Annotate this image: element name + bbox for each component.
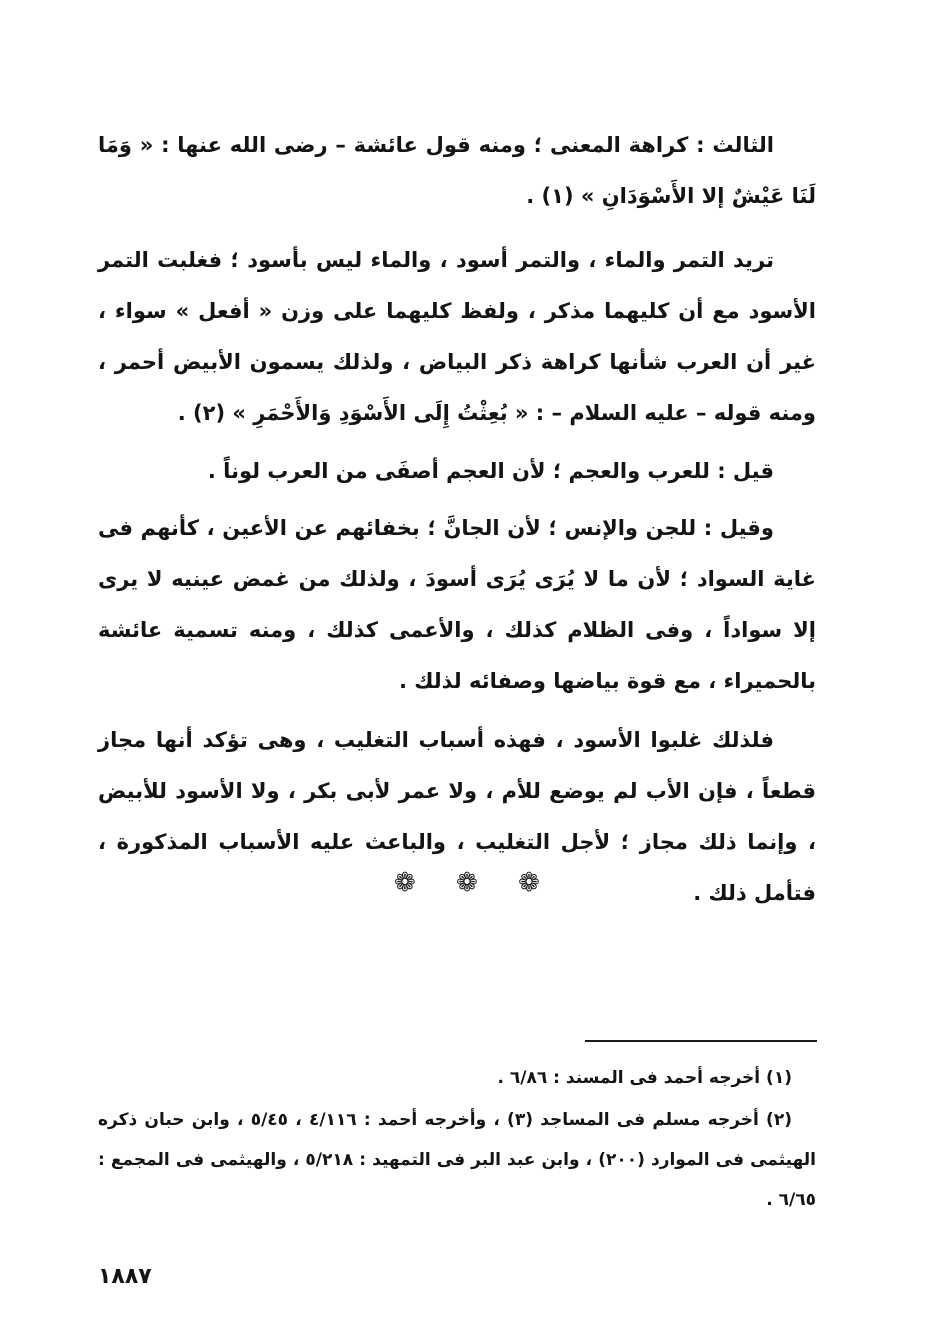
paragraph-2: تريد التمر والماء ، والتمر أسود ، والماء ليس بأسود ؛ فغلبت التمر الأسود مع أن كليهما مذكر ، ولفظ كليهما على وزن « أفعل » سواء ، غير أن العرب شأنها كراهة ذكر البياض ، ولذلك يسمون الأبيض أحمر ، ومنه قوله – عليه السلام – : « بُعِثْتُ إِلَى الأَسْوَدِ وَالأَحْمَرِ » (٢) . <box>98 248 816 425</box>
paragraph-5: فلذلك غلبوا الأسود ، فهذه أسباب التغليب ، وهى تؤكد أنها مجاز قطعاً ، فإن الأب لم يوضع للأم ، ولا عمر لأبى بكر ، ولا الأسود للأبيض ، وإنما ذلك مجاز ؛ لأجل التغليب ، والباعث عليه الأسباب المذكورة ، فتأمل ذلك . <box>98 728 816 905</box>
flower-ornament-icon: ❁ <box>394 868 416 898</box>
footnote-separator <box>585 1040 817 1042</box>
flower-ornament-icon: ❁ <box>456 868 478 898</box>
paragraph-1: الثالث : كراهة المعنى ؛ ومنه قول عائشة – رضى الله عنها : « وَمَا لَنَا عَيْشٌ إلا الأَسْوَدَانِ » (١) . <box>98 133 816 208</box>
section-divider-ornaments <box>0 868 934 898</box>
footnote-1: (١) أخرجه أحمد فى المسند : ٦/٨٦ . <box>497 1068 792 1088</box>
page-number: ١٨٨٧ <box>98 1264 152 1289</box>
footnote-2: (٢) أخرجه مسلم فى المساجد (٣) ، وأخرجه أحمد : ٤/١١٦ ، ٥/٤٥ ، وابن حبان ذكره الهيثمى فى الموارد (٢٠٠) ، وابن عبد البر فى التمهيد : ٥/٢١٨ ، والهيثمى فى المجمع : ٦/٦٥ . <box>98 1110 817 1210</box>
paragraph-4: وقيل : للجن والإنس ؛ لأن الجانَّ ؛ بخفائهم عن الأعين ، كأنهم فى غاية السواد ؛ لأن ما لا يُرَى يُرَى أسودَ ، ولذلك من غمض عينيه لا يرى إلا سواداً ، وفى الظلام كذلك ، والأعمى كذلك ، ومنه تسمية عائشة بالحميراء ، مع قوة بياضها وصفائه لذلك . <box>98 516 816 693</box>
flower-ornament-icon: ❁ <box>518 868 540 898</box>
body-text <box>98 120 816 919</box>
footnotes <box>98 1058 816 1220</box>
paragraph-3: قيل : للعرب والعجم ؛ لأن العجم أصفَى من العرب لوناً . <box>207 459 774 483</box>
